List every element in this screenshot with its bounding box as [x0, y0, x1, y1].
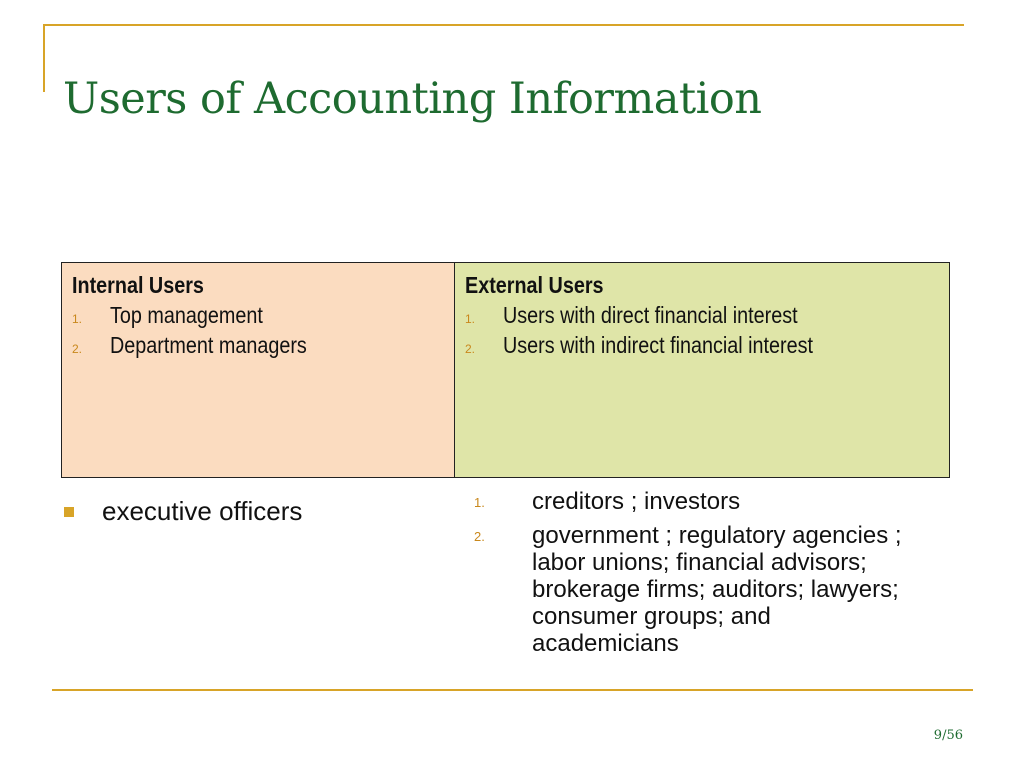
- internal-note-text: executive officers: [102, 496, 303, 526]
- list-number: 2.: [474, 529, 485, 544]
- list-item-text: Top management: [110, 302, 263, 328]
- slide-title: Users of Accounting Information: [63, 74, 762, 124]
- list-number: 2.: [465, 342, 476, 356]
- users-table: [61, 262, 950, 478]
- internal-users-cell: [62, 263, 455, 478]
- page-number: 9/56: [933, 728, 963, 743]
- list-item-text: Department managers: [110, 332, 307, 358]
- list-item: [474, 522, 914, 657]
- list-number: 1.: [474, 495, 485, 510]
- internal-users-heading: Internal Users: [72, 272, 204, 298]
- list-item-text: creditors ; investors: [532, 488, 741, 515]
- list-item: [72, 332, 444, 359]
- list-item-text: Users with direct financial interest: [503, 302, 798, 328]
- external-notes-list: [474, 488, 914, 664]
- list-item-text: government ; regulatory agencies ; labor unions; financial advisors; brokerage firms; auditors; lawyers; consumer groups; and academicians: [532, 522, 902, 657]
- slide-frame-left-rule: [43, 24, 45, 92]
- list-number: 2.: [72, 342, 83, 356]
- slide-frame-top-rule: [43, 24, 964, 26]
- list-number: 1.: [72, 312, 83, 326]
- internal-users-list: [72, 302, 444, 359]
- list-item: [465, 302, 939, 329]
- list-item: [474, 488, 914, 515]
- list-number: 1.: [465, 312, 476, 326]
- footer-rule: [52, 689, 973, 691]
- list-item-text: Users with indirect financial interest: [503, 332, 814, 358]
- external-users-list: [465, 302, 939, 359]
- internal-note-bullet: [64, 496, 302, 527]
- list-item: [72, 302, 444, 329]
- square-bullet-icon: [64, 507, 74, 517]
- external-users-cell: [455, 263, 950, 478]
- external-users-heading: External Users: [465, 272, 604, 298]
- list-item: [465, 332, 939, 359]
